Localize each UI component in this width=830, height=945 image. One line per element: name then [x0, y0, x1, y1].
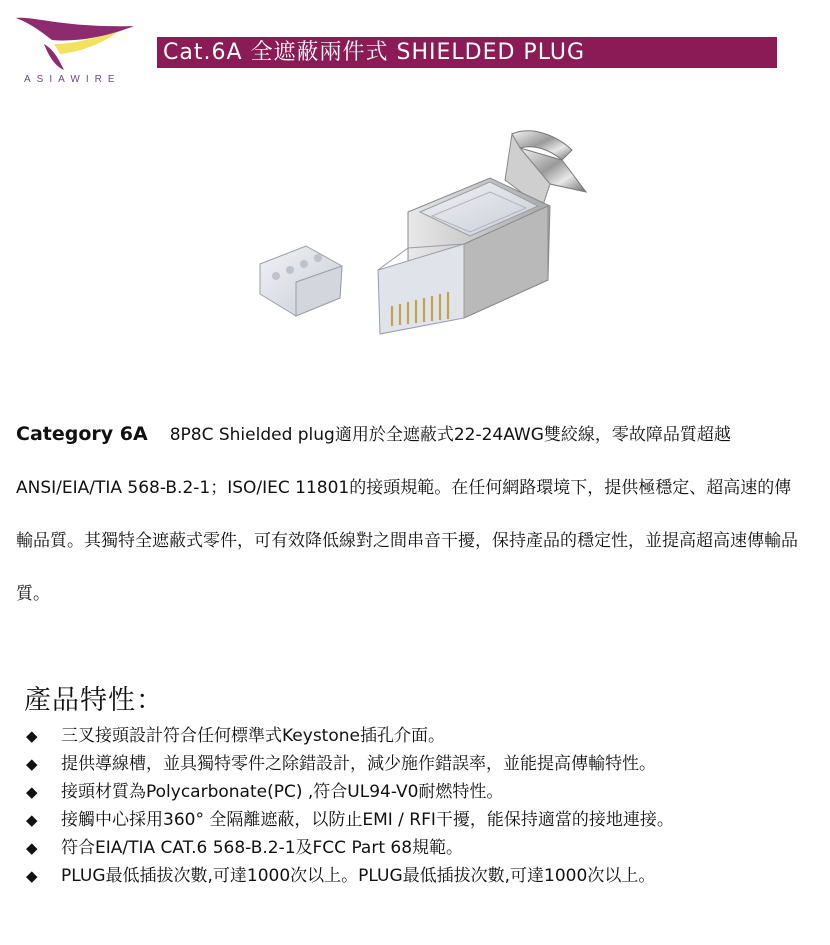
- shielded-plug-icon: [250, 120, 610, 350]
- feature-list: [26, 722, 816, 890]
- diamond-bullet-icon: ◆: [26, 839, 38, 857]
- feature-text: 接頭材質為Polycarbonate(PC) ,符合UL94-V0耐燃特性。: [61, 782, 504, 802]
- list-item: [26, 862, 816, 890]
- brand-name: ASIAWIRE: [24, 74, 121, 85]
- list-item: [26, 778, 816, 806]
- feature-text: 接觸中心採用360° 全隔離遮蔽，以防止EMI / RFI干擾，能保持適當的接地連接。: [61, 810, 674, 830]
- asiawire-swoosh-icon: [14, 14, 138, 76]
- feature-text: PLUG最低插拔次數,可達1000次以上。PLUG最低插拔次數,可達1000次以上。: [61, 866, 656, 886]
- description-body: 8P8C Shielded plug適用於全遮蔽式22-24AWG雙絞線，零故障品質超越ANSI/EIA/TIA 568-B.2-1；ISO/IEC 11801的接頭規範。在任何網路環境下，提供極穩定、超高速的傳輸品質。其獨特全遮蔽式零件，可有效降低線對之間串音干擾，保持產品的穩定性，並提高超高速傳輸品質。: [16, 425, 798, 604]
- diamond-bullet-icon: ◆: [26, 783, 38, 801]
- product-image: [250, 120, 610, 350]
- diamond-bullet-icon: ◆: [26, 867, 38, 885]
- feature-text: 三叉接頭設計符合任何標準式Keystone插孔介面。: [61, 726, 445, 746]
- list-item: [26, 834, 816, 862]
- diamond-bullet-icon: ◆: [26, 727, 38, 745]
- list-item: [26, 806, 816, 834]
- description-lead: Category 6A: [16, 423, 148, 445]
- product-description: [16, 408, 806, 621]
- page-title: Cat.6A 全遮蔽兩件式 SHIELDED PLUG: [157, 37, 777, 68]
- list-item: [26, 722, 816, 750]
- diamond-bullet-icon: ◆: [26, 811, 38, 829]
- company-logo: [14, 14, 138, 90]
- diamond-bullet-icon: ◆: [26, 755, 38, 773]
- feature-text: 符合EIA/TIA CAT.6 568-B.2-1及FCC Part 68規範。: [61, 838, 464, 858]
- list-item: [26, 750, 816, 778]
- feature-text: 提供導線槽，並具獨特零件之除錯設計，減少施作錯誤率，並能提高傳輸特性。: [61, 754, 656, 774]
- features-title: 產品特性：: [24, 685, 164, 716]
